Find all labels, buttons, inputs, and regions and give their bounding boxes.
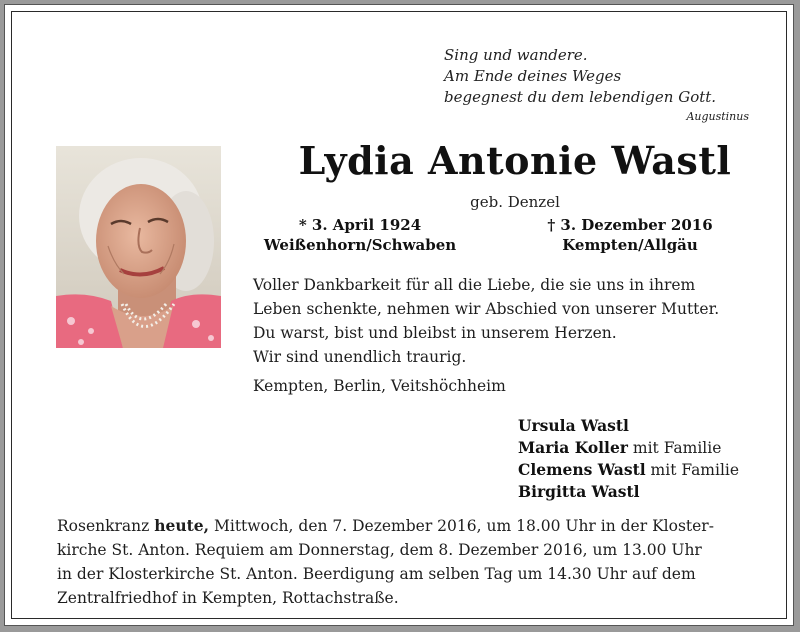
- mourner-places: Kempten, Berlin, Veitshöchheim: [253, 377, 506, 395]
- service-line: kirche St. Anton. Requiem am Donnerstag, dem 8. Dezember 2016, um 13.00 Uhr: [57, 541, 702, 559]
- portrait-image: [56, 146, 221, 348]
- signer-name: Maria Koller: [518, 438, 628, 457]
- signer: [518, 459, 739, 481]
- quote-line: Sing und wandere.: [444, 46, 588, 64]
- quote-line: Am Ende deines Weges: [444, 67, 622, 85]
- deceased-name: Lydia Antonie Wastl: [298, 138, 732, 183]
- message-line: Leben schenkte, nehmen wir Abschied von unserer Mutter.: [253, 300, 720, 318]
- obituary-card: [4, 4, 794, 626]
- death-info: [515, 215, 745, 255]
- message-line: Voller Dankbarkeit für all die Liebe, die sie uns in ihrem: [253, 276, 696, 294]
- signer-name: Birgitta Wastl: [518, 482, 640, 501]
- message-line: Wir sind unendlich traurig.: [253, 348, 467, 366]
- farewell-message: [253, 273, 763, 369]
- signers-list: [518, 415, 739, 503]
- birth-info: [245, 215, 475, 255]
- signer: [518, 437, 739, 459]
- signer-name: Clemens Wastl: [518, 460, 646, 479]
- service-details: [57, 514, 757, 610]
- signer: [518, 481, 739, 503]
- message-line: Du warst, bist und bleibst in unserem Herzen.: [253, 324, 617, 342]
- service-line: in der Klosterkirche St. Anton. Beerdigung am selben Tag um 14.30 Uhr auf dem: [57, 565, 696, 583]
- service-highlight: heute,: [154, 516, 210, 535]
- quote-line: begegnest du dem lebendigen Gott.: [444, 88, 717, 106]
- signer-suffix: mit Familie: [627, 439, 722, 457]
- birth-place: Weißenhorn/Schwaben: [263, 236, 457, 254]
- portrait-photo: [56, 146, 221, 348]
- service-line: Zentralfriedhof in Kempten, Rottachstraße.: [57, 589, 399, 607]
- service-text: Mittwoch, den 7. Dezember 2016, um 18.00 Uhr in der Kloster-: [209, 517, 714, 535]
- signer-name: Ursula Wastl: [518, 416, 629, 435]
- birth-name: geb. Denzel: [470, 193, 560, 211]
- service-line: [57, 514, 757, 538]
- quote: [444, 45, 744, 108]
- quote-author: Augustinus: [686, 110, 749, 123]
- death-date: † 3. Dezember 2016: [547, 216, 713, 234]
- signer-suffix: mit Familie: [645, 461, 740, 479]
- birth-date: * 3. April 1924: [298, 216, 422, 234]
- service-text: Rosenkranz: [57, 517, 155, 535]
- death-place: Kempten/Allgäu: [562, 236, 698, 254]
- signer: [518, 415, 739, 437]
